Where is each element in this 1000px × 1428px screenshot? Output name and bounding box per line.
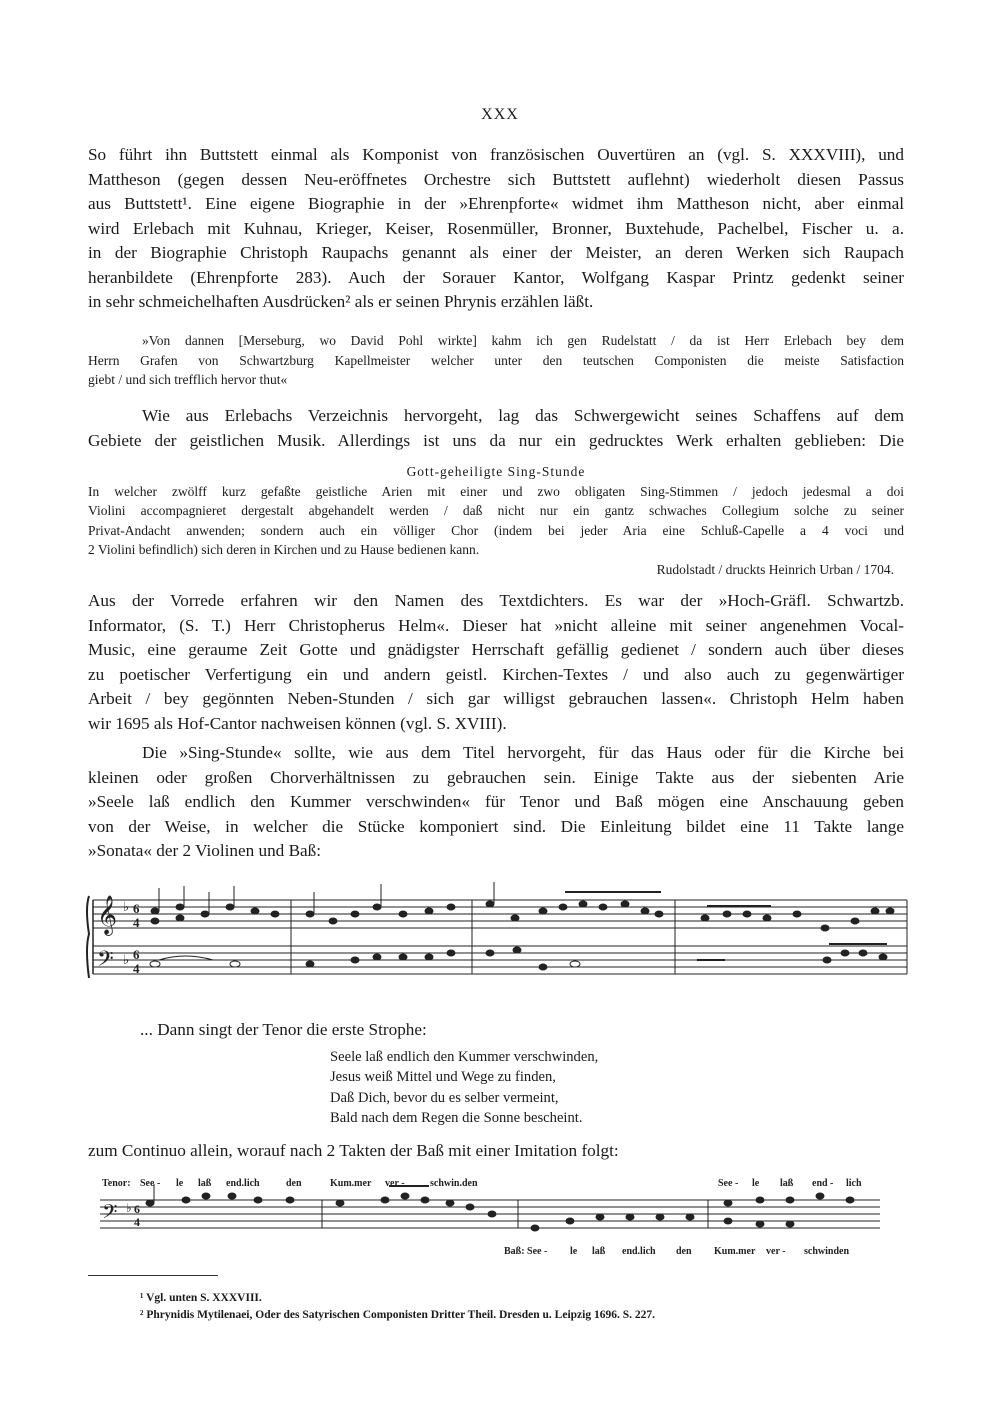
footnote-rule bbox=[88, 1275, 218, 1276]
svg-text:𝄢: 𝄢 bbox=[97, 947, 114, 976]
time-signature-top: 6 bbox=[133, 901, 140, 916]
work-title: Gott-geheiligte Sing-Stunde bbox=[406, 464, 586, 479]
lyric: Baß: See - bbox=[504, 1246, 548, 1257]
paragraph-4 bbox=[88, 741, 904, 864]
lyric: Kum.mer bbox=[330, 1178, 372, 1189]
lyric: le bbox=[752, 1178, 760, 1189]
paragraph-1 bbox=[88, 143, 904, 315]
lyric: schwinden bbox=[804, 1246, 850, 1257]
paragraph-2 bbox=[88, 404, 904, 453]
svg-text:♭: ♭ bbox=[123, 899, 130, 914]
svg-text:♭: ♭ bbox=[126, 1201, 132, 1215]
text-line: in der Biographie Christoph Raupachs genannt als einer der Meister, an deren Werken sich Raupach bbox=[88, 243, 904, 262]
footnote: ¹ Vgl. unten S. XXXVIII. bbox=[140, 1292, 262, 1304]
text-line: Music, eine geraume Zeit Gotte und gnädigster Herrschaft gefällig gedienet / sondern auch über dieses bbox=[88, 640, 904, 659]
lyric: Kum.mer bbox=[714, 1246, 756, 1257]
tenor-intro: ... Dann singt der Tenor die erste Strophe: bbox=[140, 1020, 427, 1039]
svg-text:𝄞: 𝄞 bbox=[97, 897, 118, 934]
title-line: Privat-Andacht anwenden; sondern auch ein völliger Chor (indem bei jeder Aria eine Schluß-Capelle a 4 voci und bbox=[88, 522, 904, 538]
title-line: Violini accompagnieret dergestalt abgehandelt werden / daß nicht nur ein gantz schwaches Collegium solche zu seiner bbox=[88, 503, 904, 518]
text-line: Die »Sing-Stunde« sollte, wie aus dem Titel hervorgeht, für das Haus oder für die Kirche bei bbox=[142, 743, 904, 762]
lyric: ver - bbox=[766, 1246, 786, 1257]
lyric: le bbox=[176, 1178, 184, 1189]
music-score-sonata bbox=[85, 878, 915, 988]
paragraph-3 bbox=[88, 589, 904, 736]
text-line: Arbeit / bey gegönnten Neben-Stunden / sich gar willigst gebrauchen lassen«. Christoph Helm haben bbox=[88, 689, 904, 708]
text-line: »Sonata« der 2 Violinen und Baß: bbox=[88, 841, 322, 860]
quote-line: »Von dannen [Merseburg, wo David Pohl wirkte] kahm ich gen Rudelstatt / da ist Herr Erlebach bey dem bbox=[142, 333, 904, 348]
lyric: laß bbox=[780, 1178, 794, 1189]
svg-text:𝄢: 𝄢 bbox=[102, 1202, 118, 1228]
poem bbox=[330, 1047, 598, 1128]
lyric: lich bbox=[846, 1178, 862, 1189]
music-score-tenor-bass bbox=[100, 1172, 900, 1264]
lyric: le bbox=[570, 1246, 578, 1257]
lyric: end.lich bbox=[622, 1246, 656, 1257]
text-line: aus Buttstett¹. Eine eigene Biographie in der »Ehrenpforte« widmet ihm Mattheson nicht, aber einmal bbox=[88, 194, 904, 213]
lyric: laß bbox=[198, 1178, 212, 1189]
text-line: Gebiete der geistlichen Musik. Allerdings ist uns da nur ein gedrucktes Werk erhalten geblieben: Die bbox=[88, 430, 904, 450]
poem-line: Seele laß endlich den Kummer verschwinden, bbox=[330, 1049, 599, 1065]
poem-line: Daß Dich, bevor du es selber vermeint, bbox=[330, 1089, 559, 1106]
time-signature-bottom: 4 bbox=[134, 1215, 140, 1229]
lyric: laß bbox=[592, 1246, 606, 1257]
text-line: Aus der Vorrede erfahren wir den Namen des Textdichters. Es war der »Hoch-Gräfl. Schwartzb. bbox=[88, 591, 904, 610]
lyric: den bbox=[676, 1246, 692, 1257]
lyric: den bbox=[286, 1178, 302, 1189]
text-line: wird Erlebach mit Kuhnau, Krieger, Keiser, Rosenmüller, Bronner, Buxtehude, Pachelbel, Fischer u. a. bbox=[88, 218, 904, 238]
lyric: schwin.den bbox=[430, 1178, 478, 1189]
text-line: So führt ihn Buttstett einmal als Komponist von französischen Ouvertüren an (vgl. S. XXXVIII), und bbox=[88, 145, 904, 164]
quote-printz bbox=[88, 331, 904, 390]
text-line: zu poetischer Verfertigung ein und andern geistl. Kirchen-Textes / und also auch zu gegenwärtiger bbox=[88, 664, 904, 684]
quote-line: giebt / und sich trefflich hervor thut« bbox=[88, 372, 288, 387]
lyric: end.lich bbox=[226, 1178, 260, 1189]
tenor-label: Tenor: bbox=[102, 1178, 131, 1189]
paragraph-5: zum Continuo allein, worauf nach 2 Takten der Baß mit einer Imitation folgt: bbox=[88, 1141, 619, 1160]
lyric: See - bbox=[718, 1178, 739, 1189]
text-line: kleinen oder großen Chorverhältnissen zu gebrauchen sein. Einige Takte aus der siebenten Arie bbox=[88, 767, 904, 787]
title-line: In welcher zwölff kurz gefaßte geistliche Arien mit einer und zwo obligaten Sing-Stimmen / jedoch jedesmal a doi bbox=[88, 483, 904, 499]
text-line: Mattheson (gegen dessen Neu-eröffnetes Orchestre sich Buttstett auflehnt) wiederholt diesen Passus bbox=[88, 169, 904, 189]
text-line: von der Weise, in welcher die Stücke komponiert sind. Die Einleitung bildet eine 11 Takte lange bbox=[88, 816, 904, 836]
text-line: heranbildete (Ehrenpforte 283). Auch der Sorauer Kantor, Wolfgang Kaspar Printz gedenkt seiner bbox=[88, 267, 904, 287]
poem-line: Jesus weiß Mittel und Wege zu finden, bbox=[330, 1069, 556, 1086]
imprint: Rudolstadt / druckts Heinrich Urban / 1704. bbox=[656, 561, 894, 577]
text-line: Informator, (S. T.) Herr Christopherus Helm«. Dieser hat »nicht alleine mit seiner angenehmen Vocal- bbox=[88, 615, 904, 635]
lyric: end - bbox=[812, 1178, 834, 1189]
text-line: wir 1695 als Hof-Cantor nachweisen können (vgl. S. XVIII). bbox=[88, 713, 507, 733]
lyric: ver - bbox=[385, 1178, 405, 1189]
time-signature-bottom: 4 bbox=[133, 961, 140, 976]
page-number: XXX bbox=[481, 106, 519, 123]
title-block bbox=[88, 462, 904, 579]
poem-line: Bald nach dem Regen die Sonne bescheint. bbox=[330, 1109, 583, 1126]
time-signature-top: 6 bbox=[133, 947, 140, 962]
svg-text:♭: ♭ bbox=[123, 952, 130, 967]
text-line: »Seele laß endlich den Kummer verschwinden« für Tenor und Baß mögen eine Anschauung geben bbox=[88, 792, 904, 811]
quote-line: Herrn Grafen von Schwartzburg Kapellmeister welcher unter den teutschen Componisten die meiste Satisfaction bbox=[88, 352, 904, 368]
time-signature-bottom: 4 bbox=[133, 915, 140, 930]
footnote: ² Phrynidis Mytilenaei, Oder des Satyrischen Componisten Dritter Theil. Dresden u. Leipzig 1696. S. 227. bbox=[140, 1309, 655, 1321]
footnotes bbox=[140, 1290, 655, 1324]
time-signature-top: 6 bbox=[134, 1202, 140, 1216]
title-line: 2 Violini befindlich) sich deren in Kirchen und zu Hause bedienen kann. bbox=[88, 542, 480, 557]
text-line: Wie aus Erlebachs Verzeichnis hervorgeht, lag das Schwergewicht seines Schaffens auf dem bbox=[142, 406, 904, 425]
lyric: See - bbox=[140, 1178, 161, 1189]
text-line: in sehr schmeichelhaften Ausdrücken² als er seinen Phrynis erzählen läßt. bbox=[88, 292, 594, 311]
